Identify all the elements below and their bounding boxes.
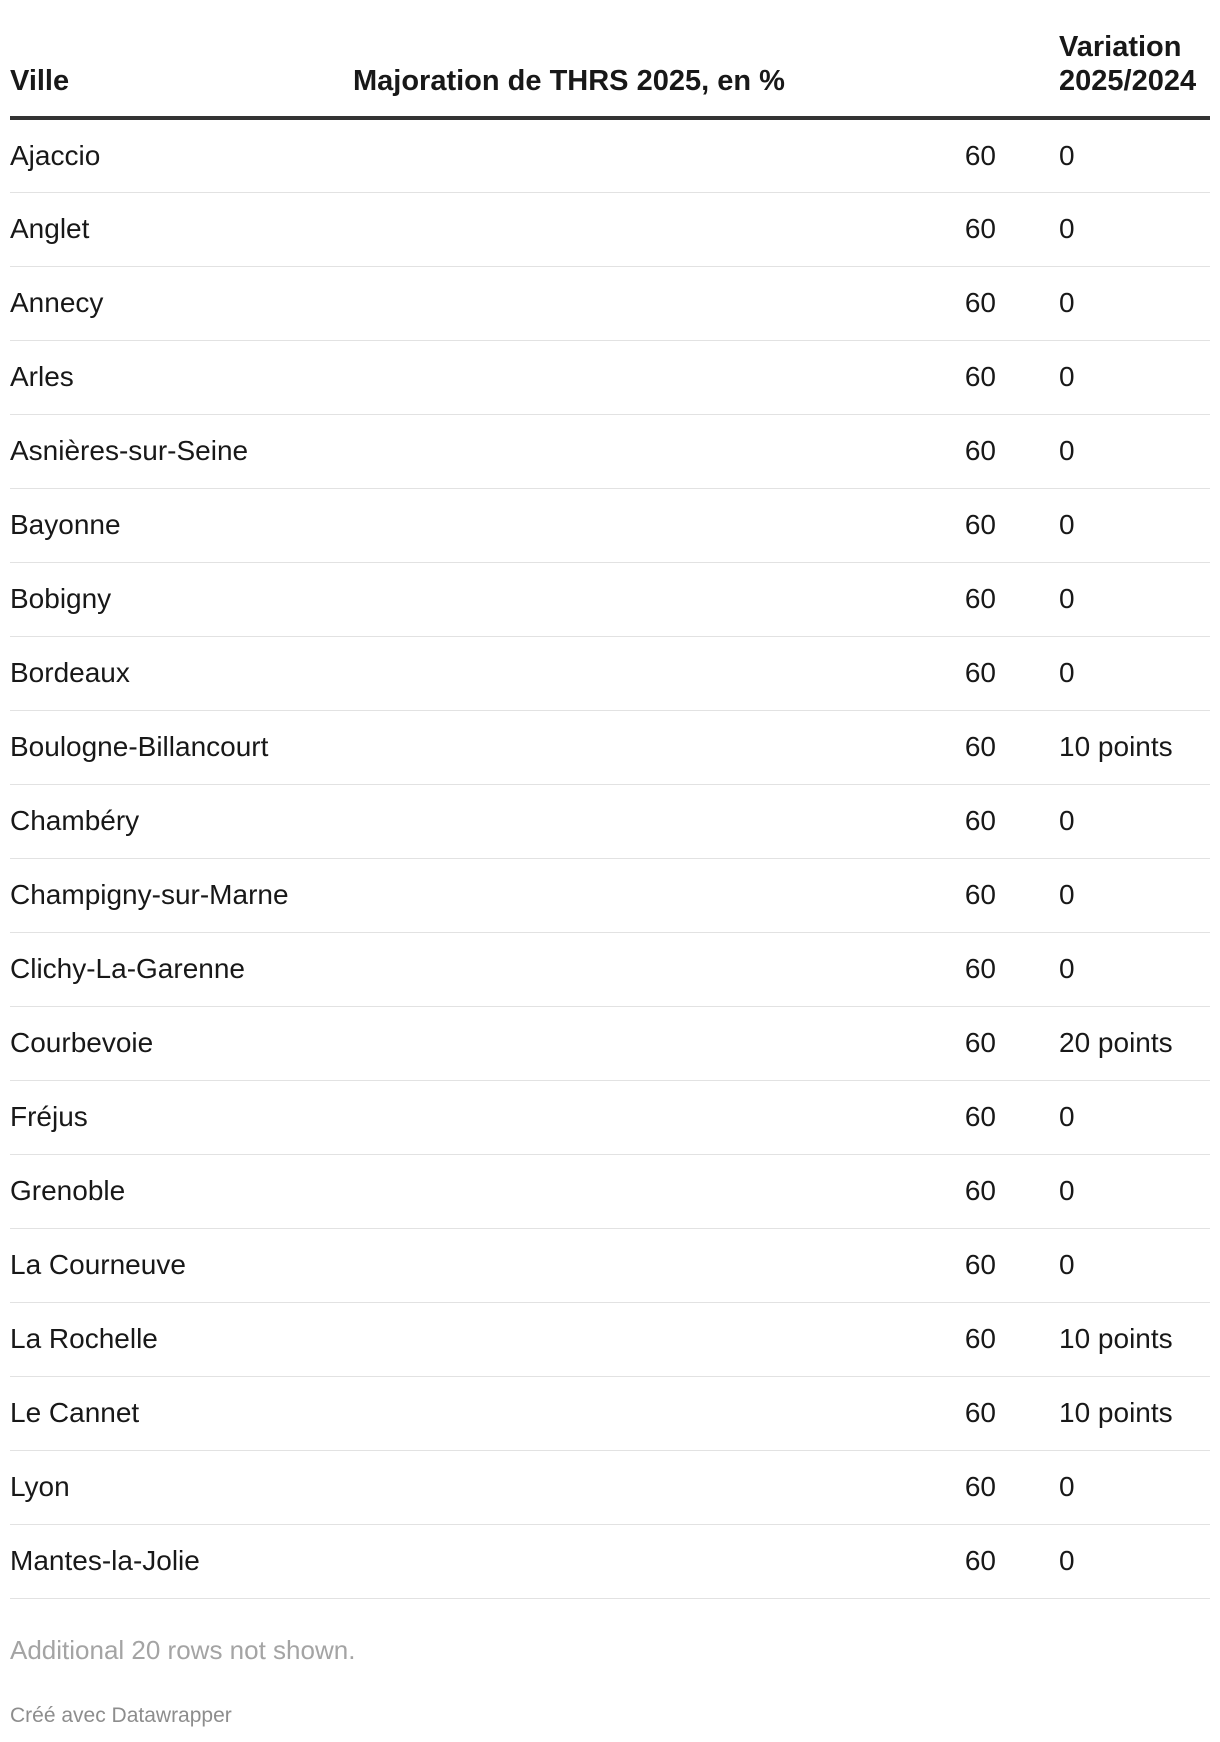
column-header-variation-line2: 2025/2024 [1059, 65, 1197, 97]
cell-variation: 0 [1010, 192, 1210, 266]
cell-ville: Courbevoie [10, 1006, 345, 1080]
table-row [10, 636, 1210, 710]
cell-ville: Asnières-sur-Seine [10, 414, 345, 488]
cell-ville: Champigny-sur-Marne [10, 858, 345, 932]
cell-ville: Bordeaux [10, 636, 345, 710]
cell-ville: Boulogne-Billancourt [10, 710, 345, 784]
cell-majoration: 60 [345, 1302, 1010, 1376]
table-row [10, 932, 1210, 1006]
cell-ville: Annecy [10, 266, 345, 340]
datawrapper-table-container [10, 0, 1210, 1729]
table-row [10, 1524, 1210, 1598]
cell-variation: 20 points [1010, 1006, 1210, 1080]
table-row [10, 1154, 1210, 1228]
table-row [10, 562, 1210, 636]
cell-majoration: 60 [345, 1154, 1010, 1228]
datawrapper-credit: Créé avec Datawrapper [10, 1703, 232, 1727]
cell-variation: 0 [1010, 488, 1210, 562]
cell-variation: 0 [1010, 118, 1210, 192]
cell-ville: Lyon [10, 1450, 345, 1524]
cell-variation: 0 [1010, 340, 1210, 414]
cell-variation: 10 points [1010, 1376, 1210, 1450]
table-row [10, 858, 1210, 932]
table-row [10, 488, 1210, 562]
cell-ville: Fréjus [10, 1080, 345, 1154]
cell-ville: Bobigny [10, 562, 345, 636]
cell-variation: 0 [1010, 1524, 1210, 1598]
cell-majoration: 60 [345, 414, 1010, 488]
table-body [10, 118, 1210, 1598]
cell-ville: Grenoble [10, 1154, 345, 1228]
column-header-ville[interactable]: Ville [10, 0, 345, 118]
cell-majoration: 60 [345, 636, 1010, 710]
cell-majoration: 60 [345, 1450, 1010, 1524]
cell-variation: 10 points [1010, 1302, 1210, 1376]
cell-majoration: 60 [345, 340, 1010, 414]
cell-majoration: 60 [345, 1524, 1010, 1598]
cell-ville: La Rochelle [10, 1302, 345, 1376]
table-row [10, 1080, 1210, 1154]
cell-majoration: 60 [345, 266, 1010, 340]
cell-ville: Chambéry [10, 784, 345, 858]
cell-variation: 0 [1010, 784, 1210, 858]
cell-majoration: 60 [345, 1080, 1010, 1154]
cell-majoration: 60 [345, 192, 1010, 266]
cell-majoration: 60 [345, 858, 1010, 932]
table-row [10, 1302, 1210, 1376]
cell-majoration: 60 [345, 1228, 1010, 1302]
cell-variation: 0 [1010, 858, 1210, 932]
table-row [10, 710, 1210, 784]
cell-ville: Mantes-la-Jolie [10, 1524, 345, 1598]
cell-majoration: 60 [345, 562, 1010, 636]
table-row [10, 192, 1210, 266]
cell-ville: Anglet [10, 192, 345, 266]
cell-variation: 0 [1010, 1228, 1210, 1302]
cell-ville: Arles [10, 340, 345, 414]
table-row [10, 1450, 1210, 1524]
table-header [10, 0, 1210, 118]
cell-ville: Le Cannet [10, 1376, 345, 1450]
header-row [10, 0, 1210, 118]
table-row [10, 414, 1210, 488]
cell-variation: 0 [1010, 1450, 1210, 1524]
cell-variation: 0 [1010, 1080, 1210, 1154]
cell-variation: 10 points [1010, 710, 1210, 784]
cell-variation: 0 [1010, 414, 1210, 488]
table-row [10, 266, 1210, 340]
table-row [10, 1228, 1210, 1302]
cell-majoration: 60 [345, 710, 1010, 784]
cell-variation: 0 [1010, 562, 1210, 636]
cell-variation: 0 [1010, 266, 1210, 340]
column-header-majoration[interactable]: Majoration de THRS 2025, en % [345, 0, 1010, 118]
cell-ville: Bayonne [10, 488, 345, 562]
cell-majoration: 60 [345, 1006, 1010, 1080]
table-row [10, 340, 1210, 414]
data-table [10, 0, 1210, 1599]
cell-ville: Ajaccio [10, 118, 345, 192]
cell-ville: La Courneuve [10, 1228, 345, 1302]
cell-variation: 0 [1010, 636, 1210, 710]
cell-majoration: 60 [345, 784, 1010, 858]
cell-variation: 0 [1010, 932, 1210, 1006]
cell-majoration: 60 [345, 118, 1010, 192]
table-row [10, 784, 1210, 858]
cell-majoration: 60 [345, 1376, 1010, 1450]
cell-variation: 0 [1010, 1154, 1210, 1228]
cell-majoration: 60 [345, 488, 1010, 562]
table-row [10, 118, 1210, 192]
cell-majoration: 60 [345, 932, 1010, 1006]
cell-ville: Clichy-La-Garenne [10, 932, 345, 1006]
table-row [10, 1376, 1210, 1450]
column-header-variation[interactable] [1010, 0, 1210, 118]
rows-not-shown-note: Additional 20 rows not shown. [10, 1634, 356, 1665]
table-row [10, 1006, 1210, 1080]
column-header-variation-line1: Variation [1059, 31, 1182, 63]
